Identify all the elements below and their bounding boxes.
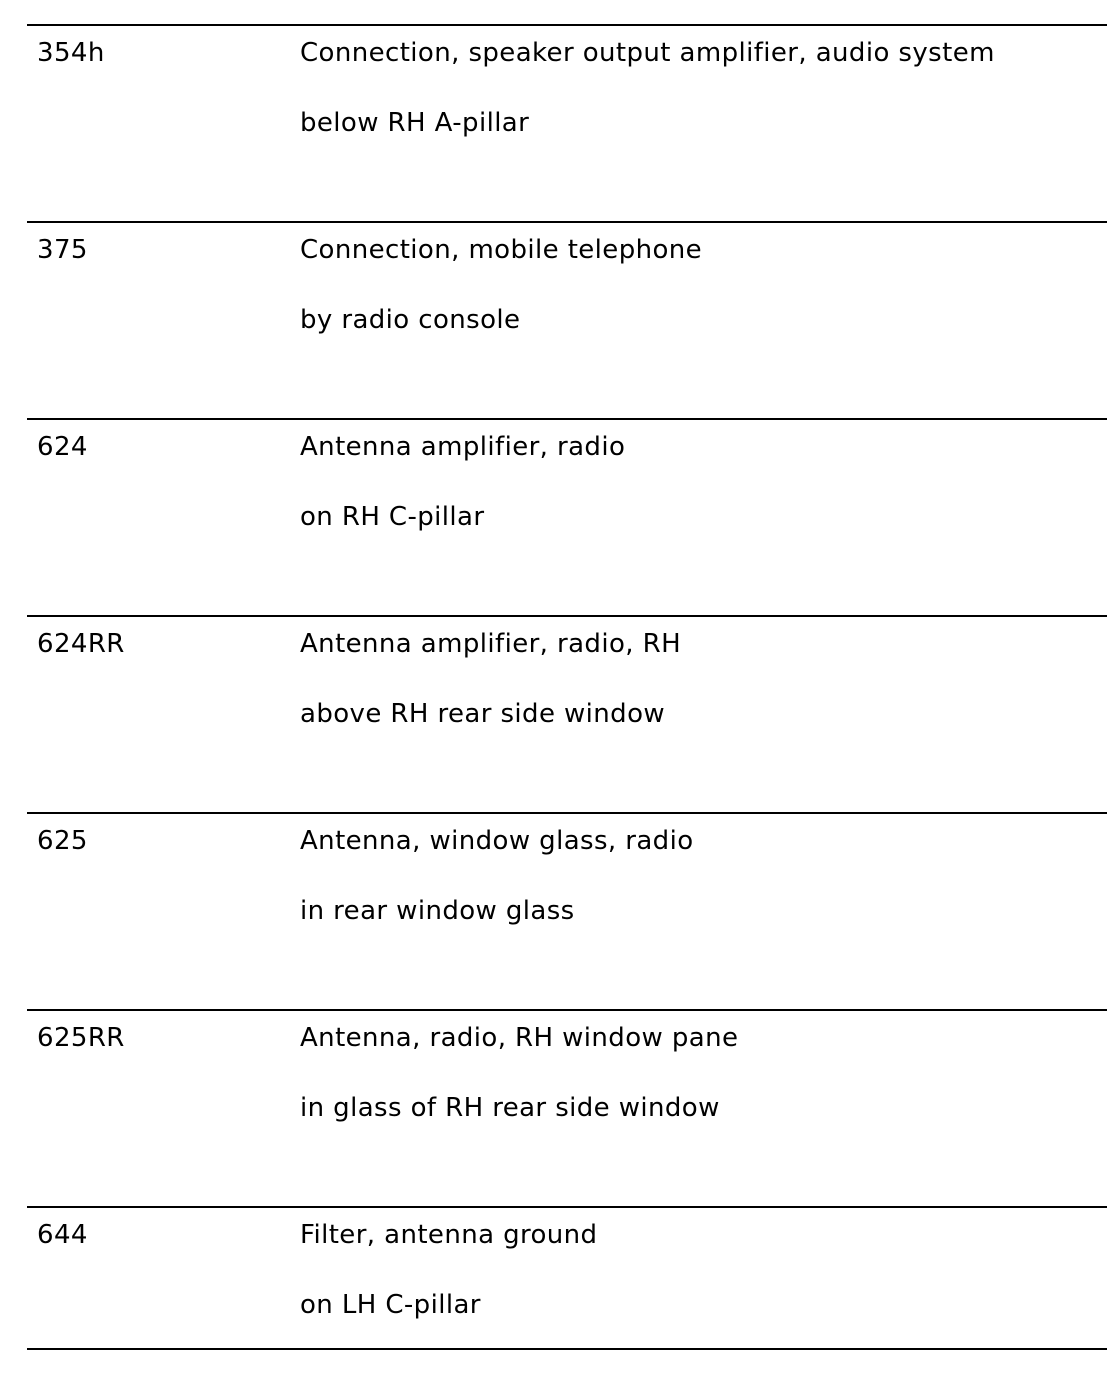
- component-name: Connection, mobile telephone: [300, 235, 703, 265]
- table-row: [27, 1009, 1107, 1206]
- component-description: [300, 432, 625, 572]
- component-description: [300, 38, 995, 178]
- component-description: [300, 235, 702, 375]
- component-name: Antenna amplifier, radio: [300, 432, 626, 462]
- component-description: [300, 826, 694, 966]
- component-location: by radio console: [300, 305, 521, 335]
- component-code: 625: [37, 826, 88, 856]
- table-row: [27, 615, 1107, 812]
- component-name: Filter, antenna ground: [300, 1220, 598, 1250]
- component-name: Antenna, radio, RH window pane: [300, 1023, 739, 1053]
- component-name: Connection, speaker output amplifier, audio system: [300, 38, 995, 68]
- component-table: [27, 24, 1107, 1350]
- table-row: [27, 1206, 1107, 1350]
- component-location: above RH rear side window: [300, 699, 666, 729]
- component-code: 624RR: [37, 629, 125, 659]
- component-description: [300, 1023, 738, 1163]
- component-location: below RH A-pillar: [300, 108, 530, 138]
- table-row: [27, 812, 1107, 1009]
- component-code: 375: [37, 235, 88, 265]
- component-name: Antenna, window glass, radio: [300, 826, 694, 856]
- table-row: [27, 418, 1107, 615]
- component-name: Antenna amplifier, radio, RH: [300, 629, 682, 659]
- component-description: [300, 1220, 597, 1360]
- component-description: [300, 629, 681, 769]
- component-code: 625RR: [37, 1023, 125, 1053]
- component-code: 624: [37, 432, 88, 462]
- component-location: in rear window glass: [300, 896, 575, 926]
- table-row: [27, 221, 1107, 418]
- component-location: on RH C-pillar: [300, 502, 485, 532]
- component-location: on LH C-pillar: [300, 1290, 481, 1320]
- component-code: 644: [37, 1220, 88, 1250]
- component-location: in glass of RH rear side window: [300, 1093, 720, 1123]
- component-code: 354h: [37, 38, 105, 68]
- table-row: [27, 24, 1107, 221]
